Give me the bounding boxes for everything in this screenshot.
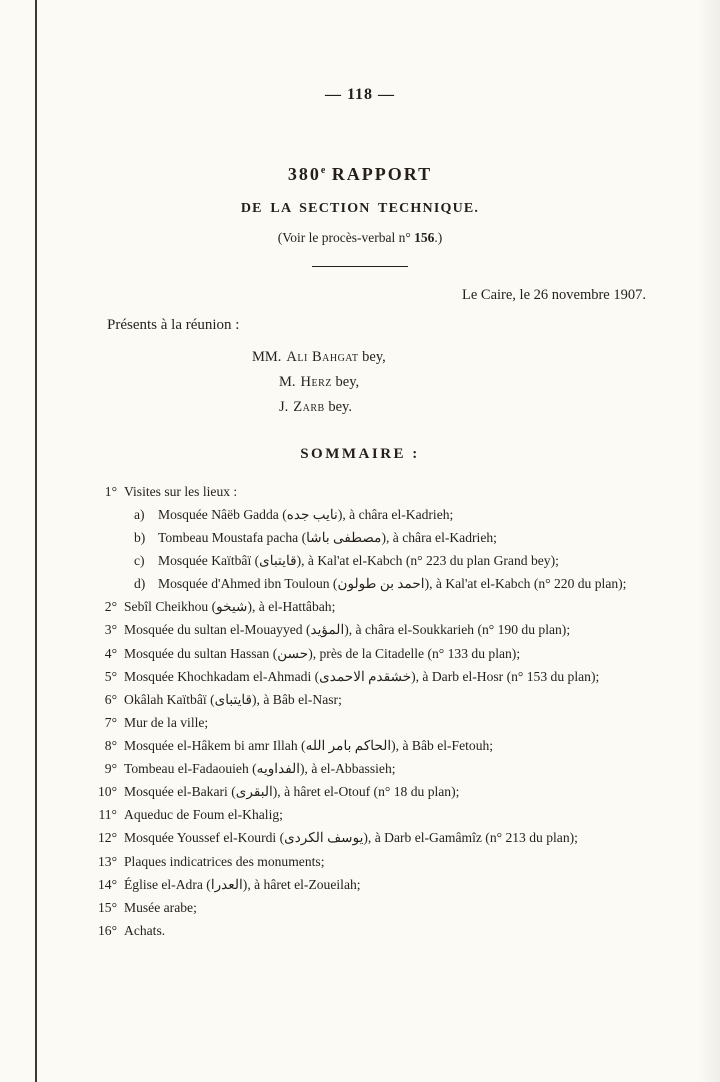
sommaire-list <box>94 480 646 942</box>
reference-text-pre: (Voir le procès-verbal n° <box>277 230 415 245</box>
report-title-word: RAPPORT <box>331 164 433 184</box>
item-number: 14° <box>97 876 117 892</box>
item-text: Aqueduc de Foum el-Khalig; <box>124 807 283 823</box>
sommaire-item <box>94 642 646 665</box>
scan-gutter-line <box>35 0 37 1082</box>
item-number: 13° <box>97 853 117 869</box>
attendee-name: Zarb <box>293 398 325 415</box>
item-number: 2° <box>104 599 117 615</box>
report-subtitle: DE LA SECTION TECHNIQUE. <box>240 201 480 216</box>
report-number: 380 <box>287 164 321 184</box>
sommaire-sub-item <box>132 503 646 526</box>
item-number: 1° <box>104 483 117 499</box>
sommaire-item <box>94 873 646 896</box>
report-title <box>0 164 720 185</box>
item-number: b) <box>134 530 146 546</box>
item-text: Mosquée el-Hâkem bi amr Illah (الحاكم بامر الله), à Bâb el-Fetouh; <box>124 738 494 754</box>
presents-label: Présents à la réunion : <box>107 317 240 333</box>
item-text: Plaques indicatrices des monuments; <box>124 853 325 869</box>
item-number: 4° <box>104 645 117 661</box>
sommaire-item <box>94 480 646 503</box>
item-number: 15° <box>97 899 117 915</box>
attendee-prefix: M. <box>279 373 296 390</box>
scan-edge-shadow <box>698 0 720 1082</box>
item-number: 9° <box>104 761 117 777</box>
reference-text-post: .) <box>434 230 443 245</box>
attendee-suffix: bey, <box>335 373 360 390</box>
sommaire-heading: SOMMAIRE : <box>300 445 420 462</box>
item-text: Mur de la ville; <box>124 714 209 730</box>
sommaire-item <box>94 618 646 641</box>
section-divider <box>312 266 408 267</box>
item-text: Musée arabe; <box>124 899 197 915</box>
item-number: 3° <box>104 622 117 638</box>
item-text: Tombeau Moustafa pacha (مصطفى باشا), à châra el-Kadrieh; <box>158 530 497 546</box>
sommaire-sub-item <box>132 526 646 549</box>
attendee-suffix: bey. <box>328 398 352 415</box>
item-number: d) <box>134 576 146 592</box>
item-text: Mosquée el-Bakari (البقرى), à hâret el-Otouf (n° 18 du plan); <box>124 784 460 800</box>
item-number: 7° <box>104 714 117 730</box>
sommaire-item <box>94 896 646 919</box>
item-text: Église el-Adra (العدرا), à hâret el-Zoueilah; <box>124 876 361 892</box>
attendee-name: Ali Bahgat <box>286 349 359 365</box>
item-text: Mosquée du sultan el-Mouayyed (المؤيد), à châra el-Soukkarieh (n° 190 du plan); <box>124 622 571 638</box>
item-number: 12° <box>97 830 117 846</box>
sommaire-item <box>94 780 646 803</box>
attendee-line <box>252 370 720 395</box>
item-text: Mosquée Khochkadam el-Ahmadi (خشقدم الاحمدى), à Darb el-Hosr (n° 153 du plan); <box>124 668 600 684</box>
item-number: 11° <box>98 807 117 823</box>
sommaire-item <box>94 850 646 873</box>
attendee-line <box>252 345 720 370</box>
attendee-line <box>252 395 720 420</box>
item-text: Mosquée Nâëb Gadda (نايب جده), à châra el-Kadrieh; <box>158 506 454 522</box>
item-text: Okâlah Kaïtbâï (قايتباى), à Bâb el-Nasr; <box>124 691 342 707</box>
item-text: Mosquée d'Ahmed ibn Touloun (احمد بن طولون), à Kal'at el-Kabch (n° 220 du plan); <box>158 576 627 592</box>
sommaire-item <box>94 665 646 688</box>
sommaire-sub-item <box>132 549 646 572</box>
attendee-name: Herz <box>300 373 332 390</box>
sommaire-item <box>94 595 646 618</box>
sommaire-sub-item <box>132 572 646 595</box>
sommaire-item <box>94 826 646 849</box>
sommaire-item <box>94 734 646 757</box>
report-ordinal: e <box>320 165 326 176</box>
report-reference <box>0 230 720 246</box>
dateline: Le Caire, le 26 novembre 1907. <box>461 287 646 303</box>
item-text: Achats. <box>124 922 166 938</box>
attendee-suffix: bey, <box>362 349 386 365</box>
item-text: Visites sur les lieux : <box>124 483 238 499</box>
item-text: Mosquée Youssef el-Kourdi (يوسف الكردى), à Darb el-Gamâmîz (n° 213 du plan); <box>124 830 578 846</box>
attendee-prefix: MM. <box>252 349 282 365</box>
sommaire-item <box>94 688 646 711</box>
attendees-list <box>0 345 720 420</box>
sommaire-item <box>94 711 646 734</box>
sommaire-item <box>94 803 646 826</box>
item-number: 8° <box>104 738 117 754</box>
item-text: Mosquée du sultan Hassan (حسن), près de la Citadelle (n° 133 du plan); <box>124 645 521 661</box>
item-text: Sebîl Cheikhou (شيخو), à el-Hattâbah; <box>124 599 336 615</box>
attendee-prefix: J. <box>279 398 289 415</box>
item-number: c) <box>134 553 145 569</box>
sommaire-item <box>94 757 646 780</box>
reference-number: 156 <box>414 230 435 245</box>
item-number: 6° <box>104 691 117 707</box>
item-number: 10° <box>97 784 117 800</box>
item-number: 16° <box>97 922 117 938</box>
item-number: a) <box>134 506 145 522</box>
item-text: Tombeau el-Fadaouieh (الفداويه), à el-Abbassieh; <box>124 761 396 777</box>
item-text: Mosquée Kaïtbâï (قايتباى), à Kal'at el-Kabch (n° 223 du plan Grand bey); <box>158 553 559 569</box>
sommaire-item <box>94 919 646 942</box>
page-number: — 118 — <box>324 86 396 103</box>
item-number: 5° <box>104 668 117 684</box>
